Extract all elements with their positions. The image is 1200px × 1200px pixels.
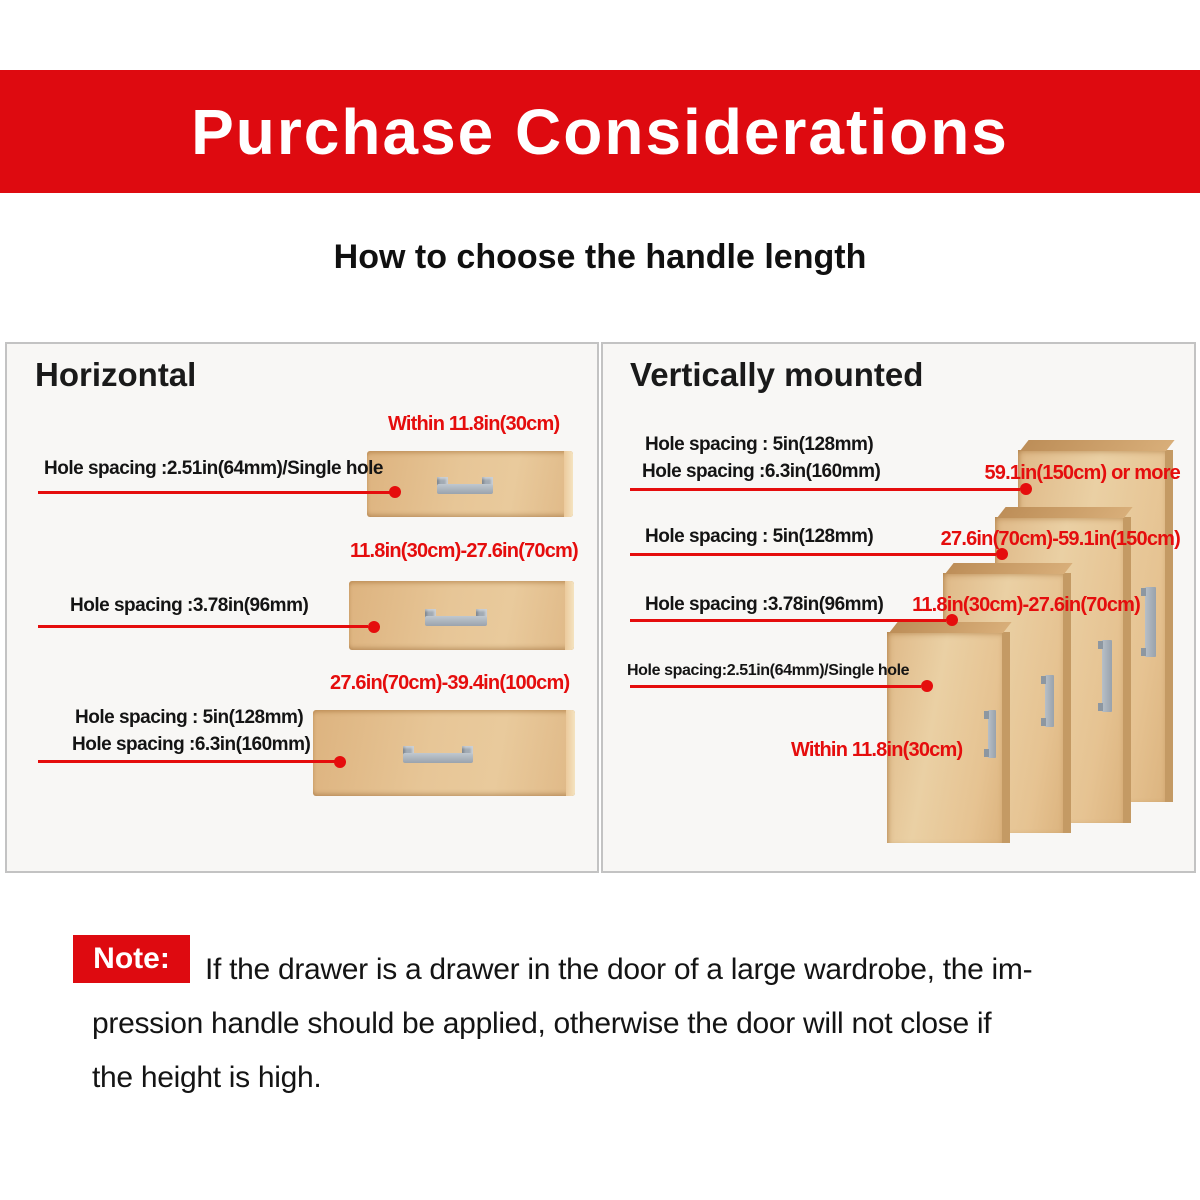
hole-spacing-label: Hole spacing :3.78in(96mm) [70, 595, 309, 616]
cabinet-handle-icon [988, 710, 996, 758]
hole-spacing-line: Hole spacing :6.3in(160mm) [642, 461, 881, 482]
banner [0, 70, 1200, 193]
length-range-label: Within 11.8in(30cm) [791, 739, 963, 761]
cabinet-top-face [945, 563, 1072, 574]
drawer-handle-icon [437, 477, 493, 494]
drawer-illustration [367, 451, 573, 517]
handle-bar [437, 484, 493, 494]
subtitle: How to choose the handle length [333, 238, 867, 276]
leader-dot [921, 680, 933, 692]
handle-bar [403, 753, 473, 763]
leader-line [38, 760, 335, 763]
cabinet-handle-icon [1102, 640, 1112, 712]
leader-line [38, 491, 390, 494]
page-title: Purchase Considerations [191, 95, 1009, 168]
drawer-handle-icon [425, 609, 487, 626]
length-range-label: 11.8in(30cm)-27.6in(70cm) [350, 540, 578, 562]
hole-spacing-label: Hole spacing : 5in(128mm) [645, 526, 874, 547]
length-range-label: 59.1in(150cm) or more [984, 462, 1180, 484]
hole-spacing-line: Hole spacing :6.3in(160mm) [72, 734, 311, 755]
length-range-label: 11.8in(30cm)-27.6in(70cm) [912, 594, 1140, 616]
vertical-heading: Vertically mounted [630, 356, 924, 393]
hole-spacing-label: Hole spacing:2.51in(64mm)/Single hole [627, 662, 910, 679]
leader-dot [389, 486, 401, 498]
hole-spacing-label: Hole spacing :3.78in(96mm) [645, 594, 884, 615]
leader-line [630, 553, 996, 556]
note-text-line: If the drawer is a drawer in the door of a large wardrobe, the im- [205, 953, 1033, 986]
hole-spacing-label [642, 431, 881, 485]
drawer-illustration [349, 581, 574, 650]
drawer-handle-icon [403, 746, 473, 763]
leader-line [630, 619, 946, 622]
cabinet-top-face [1020, 440, 1174, 451]
length-range-label: 27.6in(70cm)-39.4in(100cm) [330, 672, 570, 694]
hole-spacing-line: Hole spacing : 5in(128mm) [75, 707, 304, 728]
length-range-label: Within 11.8in(30cm) [388, 413, 560, 435]
leader-dot [334, 756, 346, 768]
leader-line [630, 488, 1020, 491]
horizontal-heading: Horizontal [35, 356, 197, 393]
note-badge [73, 935, 190, 983]
handle-bar [425, 616, 487, 626]
cabinet-handle-icon [1145, 587, 1156, 657]
hole-spacing-label: Hole spacing :2.51in(64mm)/Single hole [44, 458, 383, 479]
hole-spacing-line: Hole spacing : 5in(128mm) [645, 434, 874, 455]
leader-line [38, 625, 368, 628]
leader-dot [368, 621, 380, 633]
cabinet-top-face [997, 507, 1132, 518]
note-text-line: the height is high. [92, 1061, 322, 1094]
length-range-label: 27.6in(70cm)-59.1in(150cm) [940, 528, 1180, 550]
leader-line [630, 685, 921, 688]
note-text-line: pression handle should be applied, otherwise the door will not close if [92, 1007, 992, 1040]
cabinet-handle-icon [1045, 675, 1054, 727]
hole-spacing-label [72, 704, 311, 758]
note-badge-label: Note: [93, 942, 170, 975]
drawer-illustration [313, 710, 575, 796]
